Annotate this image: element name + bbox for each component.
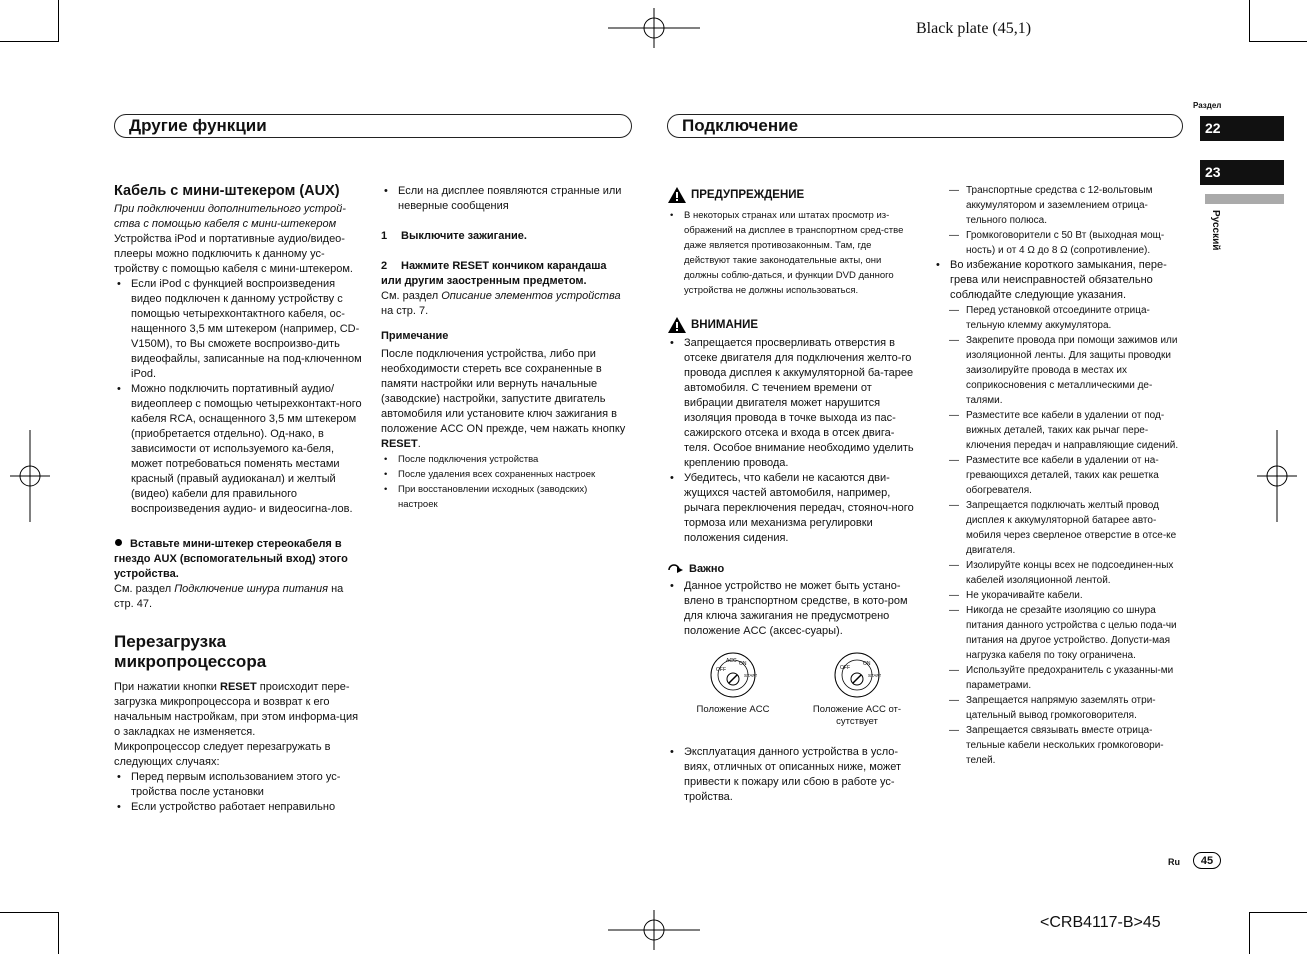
column-2 [381,184,629,512]
see-ref [114,582,362,612]
crop-mark [58,912,59,954]
reset-p1-a: При нажатии кнопки [114,681,221,693]
figure-caption: Положение ACC [696,704,770,715]
see-link[interactable]: Описание элементов устройства [441,290,621,302]
reset-title: Перезагрузка микропроцессора [114,632,267,671]
list-item: • Если устройство работает неправильно [114,800,362,815]
ignition-figures [667,651,915,743]
section-label: Раздел [1193,101,1222,110]
language-label: Русский [1210,210,1221,251]
list-item: — Перед установкой отсоедините отрица-тельную клемму аккумулятора. [949,303,1183,333]
see-prefix: См. раздел [381,290,442,302]
step-insert-text: Вставьте мини-штекер стереокабеля в гнездо AUX (вспомогательный вход) этого устройства. [114,538,348,580]
step-text: Нажмите RESET кончиком карандаша или другим заостренным предметом. [381,260,607,287]
aux-intro-italic: При подключении дополнительного устрой-ства с помощью кабеля с мини-штекером [114,203,346,230]
column-3 [667,186,915,805]
section-tab-22[interactable]: 22 [1200,116,1284,141]
warning-title: ПРЕДУПРЕЖДЕНИЕ [691,188,805,201]
registration-mark-icon [10,430,50,522]
step-text: Выключите зажигание. [401,230,527,242]
crop-mark [1249,41,1307,42]
column-4 [933,183,1183,768]
reset-p2: Микропроцессор следует перезагружать в следующих случаях: [114,741,331,768]
ignition-key-icon [709,651,757,699]
list-item: • Запрещается просверливать отверстия в отсеке двигателя для подключения желто-го провода дисплея к аккумуляторной ба-тарее автомобиля. С течением времени от вибрации двигателя может нарушится изоляция провода в точке выхода из пас-сажирского отсека и входа в отсек двига-теля. Особое внимание необходимо уделить креплению провода. [667,336,915,471]
important-title: Важно [689,563,725,575]
figure-acc [691,651,775,716]
important-icon [667,563,685,577]
warning-icon [667,186,687,204]
see-suffix: на стр. 7. [381,305,429,317]
see-link[interactable]: Подключение шнура питания [174,583,329,595]
note-text [381,347,629,452]
reset-word: RESET [220,681,257,693]
section-header-right: Подключение [667,114,1183,138]
key-label: START [868,673,881,678]
document-code: <CRB4117-B>45 [1040,914,1161,931]
key-label: ON [863,661,871,667]
see-ref [381,289,629,319]
step-insert [114,537,362,582]
key-label: OFF [840,665,850,671]
step-number: 2 [381,260,388,272]
crop-mark [1249,912,1250,954]
list-item: — Громкоговорители с 50 Вт (выходная мощ-ность) и от 4 Ω до 8 Ω (сопротивление). [949,228,1183,258]
list-item: • Если на дисплее появляются странные или неверные сообщения [381,184,629,214]
aux-title: Кабель с мини-штекером (AUX) [114,183,340,199]
crop-mark [0,41,58,42]
list-item: • В некоторых странах или штатах просмотр из-ображений на дисплее в транспортном сред-стве даже является противозаконным. Там, где действуют такие законодательные акты, они должны соблю-даться, и функции DVD данного устройства не должны использоваться. [667,208,915,298]
warning-heading [667,186,915,204]
figure-caption: Положение ACC от-сутствует [812,704,902,727]
reset-p1 [114,680,362,740]
key-label: OFF [716,667,726,673]
list-item: • При восстановлении исходных (заводских) настроек [381,482,629,512]
crop-mark [1249,912,1307,913]
list-item: — Закрепите провода при помощи зажимов или изоляционной ленты. Для защиты проводки заизолируйте провода в местах их соприкосновения с металлическими де-талями. [949,333,1183,408]
crop-mark [0,912,58,913]
important-heading [667,562,915,577]
registration-mark-icon [608,8,700,48]
crop-mark [1249,0,1250,42]
reset-p1-b: происходит пере-загрузка микропроцессора и возврат к его начальным настройкам, при этом информа-ция о закладках не изменяется. [114,681,359,738]
note-text-a: После подключения устройства, либо при необходимости стереть все сохраненные в памяти настройки или вернуть начальные (заводские) настройки, запустите двигатель автомобиля или установите ключ зажигания в положение ACC ON прежде, чем нажать кнопку [381,348,626,435]
note-title: Примечание [381,330,449,342]
list-item: — Разместите все кабели в удалении от на-гревающихся деталей, таких как решетка обогревателя. [949,453,1183,498]
caution-title: ВНИМАНИЕ [691,318,759,331]
key-label: START [744,673,757,678]
tab-bar [1205,194,1284,204]
note-reset: RESET [381,438,418,450]
list-item: • Если iPod с функцией воспроизведения видео подключен к данному устройству с помощью четырехконтактного кабеля, ос-нащенного 3,5 мм штекером (например, CD-V150M), то Вы сможете воспроизво-дить видеофайлы, записанные на под-ключенном iPod. [114,277,362,382]
registration-mark-icon [1257,430,1297,522]
warning-icon [667,316,687,334]
list-item: — Разместите все кабели в удалении от под-вижных деталей, таких как рычаг пере-ключения передач и направляющие сидений. [949,408,1183,453]
see-suffix: на стр. 47. [114,583,344,610]
dot-icon [115,539,122,546]
list-item: — Используйте предохранитель с указанны-ми параметрами. [949,663,1183,693]
note-text-b: . [417,438,421,450]
list-item: • Данное устройство не может быть устано-влено в транспортном средстве, в кото-ром для ключа зажигания не предусмотрено положение ACC (аксес-суары). [667,579,915,639]
list-item: • После удаления всех сохраненных настроек [381,467,629,482]
section-tab-23[interactable]: 23 [1200,160,1284,185]
list-item: — Запрещается напрямую заземлять отри-цательный вывод громкоговорителя. [949,693,1183,723]
see-prefix: См. раздел [114,583,175,595]
key-label: ON [739,661,747,667]
list-item: • Эксплуатация данного устройства в усло-виях, отличных от описанных ниже, может привести к пожару или сбою в работе ус-тройства. [667,745,915,805]
list-item: — Никогда не срезайте изоляцию со шнура питания данного устройства с целью пода-чи питания на другое устройство. Допусти-мая нагрузка кабеля по току ограничена. [949,603,1183,663]
list-item: — Изолируйте концы всех не подсоединен-ных кабелей изоляционной лентой. [949,558,1183,588]
plate-label: Black plate (45,1) [916,20,1032,37]
step-1 [381,229,629,244]
list-item: • После подключения устройства [381,452,629,467]
list-item: — Не укорачивайте кабели. [949,588,1183,603]
figure-no-acc [805,651,909,728]
step-number: 1 [381,230,388,242]
crop-mark [58,0,59,42]
key-label: ACC [726,658,737,664]
list-item: — Запрещается связывать вместе отрица-тельные кабели нескольких громкоговори-телей. [949,723,1183,768]
page-number: 45 [1193,852,1221,869]
list-item: • Перед первым использованием этого ус-тройства после установки [114,770,362,800]
list-item: • Убедитесь, что кабели не касаются дви-жущихся частей автомобиля, например, рычага переключения передач, стояноч-ного тормоза или механизма регулировки положения сидения. [667,471,915,546]
step-2 [381,259,629,289]
list-item: • Можно подключить портативный аудио/видеоплеер с помощью четырехконтакт-ного кабеля RCA, оснащенного 3,5 мм штекером (приобретается отдельно). Од-нако, в зависимости от используемого ка-беля, может потребоваться поменять местами красный (правый аудиоканал) и желтый (видео) кабели для правильного воспроизведения аудио- и видеосигна-лов. [114,382,362,517]
registration-mark-icon [608,910,700,950]
footer-lang: Ru [1168,857,1180,867]
caution-heading [667,316,915,334]
section-header-left: Другие функции [114,114,632,138]
aux-intro: Устройства iPod и портативные аудио/видео-плееры можно подключить к данному ус-тройству с помощью кабеля с мини-штекером. [114,233,353,275]
list-item: — Транспортные средства с 12-вольтовым аккумулятором и заземлением отрица-тельного полюса. [949,183,1183,228]
column-1 [114,184,362,815]
list-item: • Во избежание короткого замыкания, пере-грева или неисправностей обязательно соблюдайте следующие указания. [933,258,1183,303]
list-item: — Запрещается подключать желтый провод дисплея к аккумуляторной батарее авто-мобиля через сверленое отверстие в отсе-ке двигателя. [949,498,1183,558]
ignition-key-icon [833,651,881,699]
